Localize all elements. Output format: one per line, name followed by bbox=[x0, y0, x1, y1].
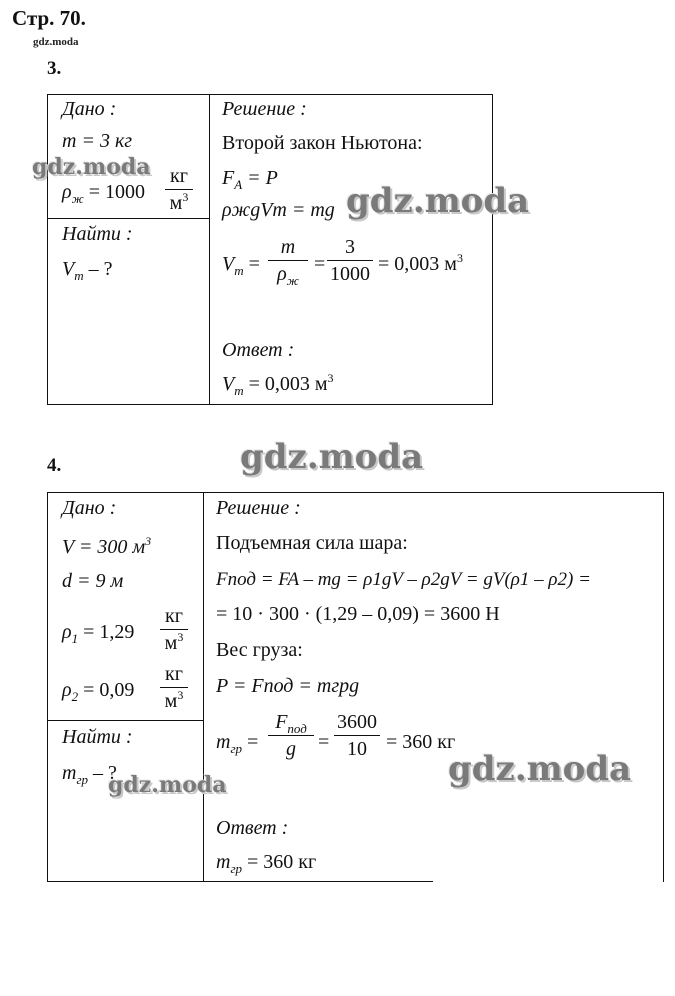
solution-label: Решение : bbox=[216, 497, 301, 519]
answer-label: Ответ : bbox=[222, 339, 295, 361]
answer-value: $m_{гр} = 360$ кг bbox=[216, 851, 317, 876]
problem-4-number: 4. bbox=[47, 455, 62, 476]
watermark: gdz.moda bbox=[448, 749, 632, 789]
density-unit: кг $м^3$ bbox=[165, 166, 193, 213]
weight-equation: P = Fпод = mгрg bbox=[216, 675, 360, 697]
answer-value: $V_т = 0,003$ $м^3$ bbox=[222, 371, 334, 398]
find-label: Найти : bbox=[62, 223, 133, 245]
watermark: gdz.moda bbox=[32, 154, 151, 180]
given-diameter: d = 9 м bbox=[62, 570, 124, 592]
newton-law-label: Второй закон Ньютона: bbox=[222, 132, 423, 154]
cargo-weight-label: Вес груза: bbox=[216, 639, 303, 661]
lift-force-equation: Fпод = FA – mg = ρ1gV – ρ2gV = gV(ρ1 – ρ2) = bbox=[216, 569, 591, 590]
given-label: Дано : bbox=[62, 98, 117, 120]
volume-result: = 0,003 $м^3$ bbox=[378, 251, 463, 275]
solution-label: Решение : bbox=[222, 98, 307, 120]
watermark: gdz.moda bbox=[108, 772, 227, 798]
given-mass: m = 3 кг bbox=[62, 130, 133, 152]
equation-volume-lhs: $V_т$ = bbox=[222, 253, 260, 278]
find-label: Найти : bbox=[62, 726, 133, 748]
lift-force-calculation: = 10 · 300 · (1,29 – 0,09) = 3600 Н bbox=[216, 603, 500, 625]
mass-result: = 360 кг bbox=[386, 731, 456, 753]
page-title: Стр. 70. bbox=[12, 6, 86, 30]
density-unit: кг $м^3$ bbox=[160, 606, 188, 653]
watermark-small: gdz.moda bbox=[33, 36, 79, 48]
watermark: gdz.moda bbox=[240, 437, 424, 477]
given-density-helium: $\rho_2 = 0,09$ bbox=[62, 679, 135, 704]
find-volume: $V_т$ – ? bbox=[62, 258, 113, 283]
given-density-air: $\rho_1 = 1,29$ bbox=[62, 621, 135, 646]
given-label: Дано : bbox=[62, 497, 117, 519]
fraction-numeric: 3600 10 bbox=[334, 712, 380, 759]
equation-force-balance: $F_A = P$ bbox=[222, 167, 278, 192]
answer-label: Ответ : bbox=[216, 817, 289, 839]
lift-force-label: Подъемная сила шара: bbox=[216, 532, 408, 554]
watermark: gdz.moda bbox=[346, 181, 530, 221]
equation-archimedes: ρжgVт = mg bbox=[222, 199, 335, 221]
fraction-numeric: 3 1000 bbox=[327, 237, 373, 284]
fraction-force-over-g: $F_{под}$ g bbox=[268, 712, 314, 759]
mass-equation-lhs: $m_{гр}$ = bbox=[216, 731, 259, 756]
density-unit: кг $м^3$ bbox=[160, 664, 188, 711]
problem-3-number: 3. bbox=[47, 58, 62, 79]
given-density: $\rho_ж = 1000$ bbox=[62, 181, 145, 206]
find-cargo-mass: $m_{гр}$ – ? bbox=[62, 762, 117, 787]
fraction-m-over-rho: m $\rho_ж$ bbox=[268, 237, 308, 284]
given-volume: V = 300 $м^3$ bbox=[62, 534, 152, 558]
